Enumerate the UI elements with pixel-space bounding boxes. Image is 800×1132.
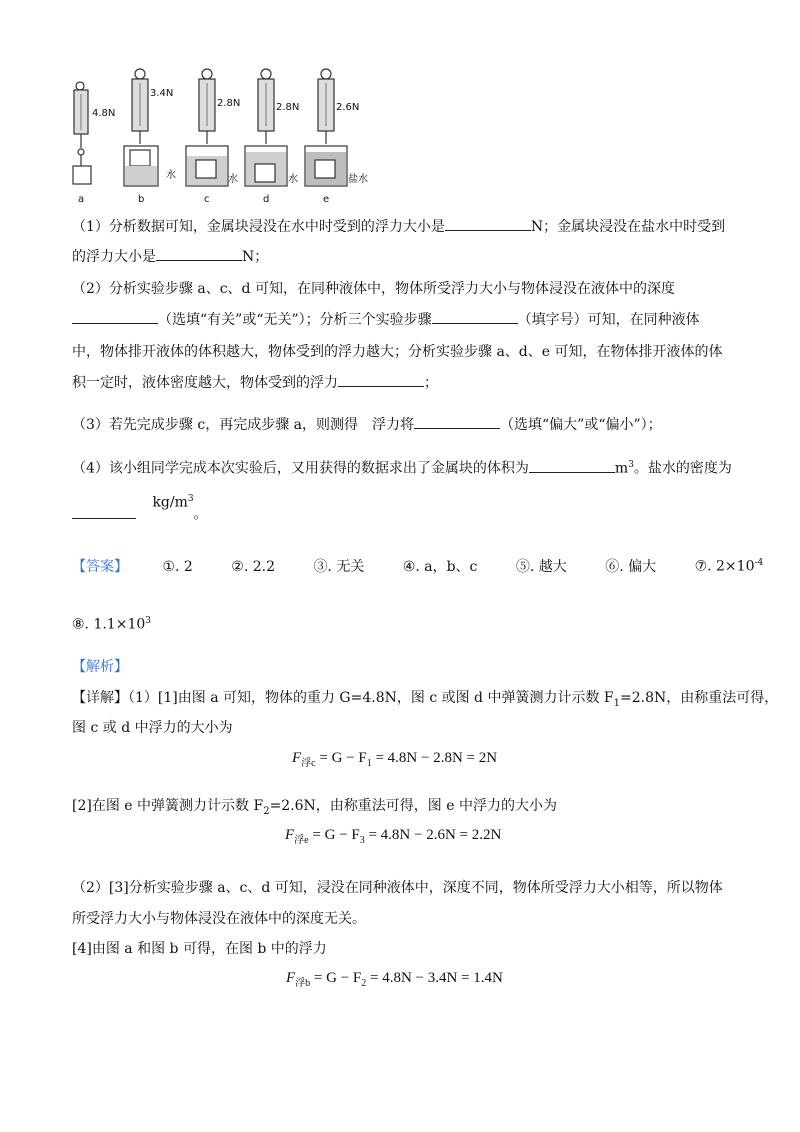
- answer-blank[interactable]: [414, 414, 500, 429]
- liquid-c: 水: [228, 174, 238, 185]
- answer-blank[interactable]: [445, 216, 531, 231]
- analysis-line-2: 图 c 或 d 中浮力的大小为: [72, 720, 233, 736]
- answer-item: ④. a，b、c: [402, 559, 478, 575]
- answer-item: ⑤. 越大: [515, 559, 567, 575]
- analysis-line-3: [2]在图 e 中弹簧测力计示数 $F_2=2.6N$，由称重法可得，图 e 中浮力的大小为: [72, 798, 557, 817]
- question-4-line-1: （4）该小组同学完成本次实验后，又用获得的数据求出了金属块的体积为 $m^3$。盐水的密度为: [72, 454, 732, 480]
- equation-2: $F_{浮e} = G - F_3 = 4.8N - 2.6N = 2.2N$: [285, 827, 502, 846]
- analysis-tag-line: [72, 656, 128, 678]
- analysis-line-1: 【详解】（1）[1]由图 a 可知，物体的重力 G=4.8N，图 c 或图 d 中弹簧测力计示数 $F_1=2.8N$，由称重法可得，: [72, 690, 779, 709]
- answer-item: ⑦. $2\times 10^{-4}$: [694, 558, 764, 575]
- answer-blank[interactable]: [72, 504, 136, 519]
- equation-1: $F_{浮c} = G - F_1 = 4.8N - 2.8N = 2N$: [292, 750, 498, 769]
- reading-a: 4.8N: [92, 108, 116, 119]
- answer-item: ②. 2.2: [231, 559, 275, 575]
- experiment-figure: [66, 66, 396, 206]
- label-d: d: [263, 194, 270, 205]
- answer-item: ③. 无关: [313, 559, 365, 575]
- liquid-e: 盐水: [348, 174, 368, 185]
- answer-blank[interactable]: [529, 458, 615, 473]
- analysis-tag: 【解析】: [72, 659, 128, 675]
- spring-scale-d: [245, 69, 287, 186]
- label-e: e: [323, 194, 330, 205]
- reading-b: 3.4N: [150, 88, 174, 99]
- liquid-b: 水: [166, 170, 176, 181]
- spring-scale-b: [124, 69, 158, 186]
- answer-item: ①. 2: [162, 559, 193, 575]
- label-c: c: [204, 194, 210, 205]
- question-4-line-2: $kg/m^3$。: [72, 500, 208, 526]
- question-2-line-4: 积一定时，液体密度越大，物体受到的浮力 ；: [72, 372, 438, 394]
- answer-item-8: ⑧. $1.1\times 10^3$: [72, 616, 151, 633]
- answer-tag: 【答案】: [72, 559, 128, 575]
- question-2-line-3: 中，物体排开液体的体积越大，物体受到的浮力越大；分析实验步骤 a、d、e 可知，在物体排开液体的体: [72, 344, 723, 360]
- answer-blank[interactable]: [432, 309, 518, 324]
- spring-scale-e: [305, 69, 347, 186]
- analysis-line-5: 所受浮力大小与物体浸没在液体中的深度无关。: [72, 911, 366, 927]
- analysis-line-6: [4]由图 a 和图 b 可得，在图 b 中的浮力: [72, 941, 327, 957]
- question-2-line-1: （2）分析实验步骤 a、c、d 可知，在同种液体中，物体所受浮力大小与物体浸没在液体中的深度: [72, 281, 675, 297]
- analysis-line-4: （2）[3]分析实验步骤 a、c、d 可知，浸没在同种液体中，深度不同，物体所受浮力大小相等，所以物体: [72, 880, 723, 896]
- label-a: a: [78, 194, 85, 205]
- question-1-line-1: （1）分析数据可知，金属块浸没在水中时受到的浮力大小是 N；金属块浸没在盐水中时受到: [72, 216, 725, 238]
- answer-blank[interactable]: [156, 246, 242, 261]
- label-b: b: [138, 194, 145, 205]
- reading-c: 2.8N: [217, 98, 241, 109]
- reading-d: 2.8N: [276, 102, 300, 113]
- answer-blank[interactable]: [72, 309, 158, 324]
- spring-scale-c: [186, 69, 228, 186]
- question-1-line-2: 的浮力大小是 N；: [72, 246, 268, 268]
- question-2-line-2: （选填“有关”或“无关”）；分析三个实验步骤 （填字号）可知，在同种液体: [72, 309, 700, 331]
- spring-scale-a: [73, 82, 91, 184]
- reading-e: 2.6N: [336, 102, 360, 113]
- question-3: （3）若先完成步骤 c，再完成步骤 a，则测得 浮力将 （选填“偏大”或“偏小”）；: [72, 414, 662, 436]
- liquid-d: 水: [288, 174, 298, 185]
- answer-blank[interactable]: [338, 372, 424, 387]
- equation-3: $F_{浮b} = G - F_2 = 4.8N - 3.4N = 1.4N$: [286, 970, 503, 989]
- answer-row: [72, 556, 763, 576]
- answer-item: ⑥. 偏大: [605, 559, 657, 575]
